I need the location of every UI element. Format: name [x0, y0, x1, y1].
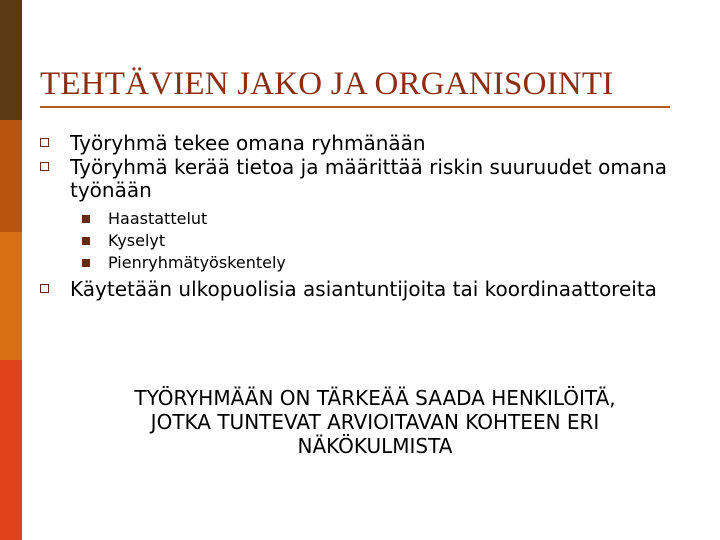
filled-square-bullet-icon — [82, 237, 90, 245]
hollow-square-bullet-icon — [40, 284, 49, 293]
side-bar-segment-4 — [0, 360, 22, 540]
emphasis-note — [60, 386, 690, 458]
sub-bullet-text: Kyselyt — [108, 231, 166, 250]
hollow-square-bullet-icon — [40, 162, 49, 171]
sub-bullet-text: Haastattelut — [108, 209, 208, 228]
sub-bullet-item — [82, 208, 680, 230]
side-bar-segment-3 — [0, 232, 22, 360]
side-bar-segment-1 — [0, 0, 22, 120]
hollow-square-bullet-icon — [40, 138, 49, 147]
filled-square-bullet-icon — [82, 259, 90, 267]
filled-square-bullet-icon — [82, 215, 90, 223]
emphasis-line: JOTKA TUNTEVAT ARVIOITAVAN KOHTEEN ERI — [150, 410, 600, 434]
sub-bullet-text: Pienryhmätyöskentely — [108, 253, 286, 272]
sub-bullet-item — [82, 252, 680, 274]
sub-bullet-item — [82, 230, 680, 252]
slide-title: TEHTÄVIEN JAKO JA ORGANISOINTI — [40, 66, 614, 102]
bullet-item — [40, 156, 680, 274]
bullet-item — [40, 278, 680, 301]
emphasis-line: NÄKÖKULMISTA — [297, 434, 453, 458]
bullet-text: Työryhmä tekee omana ryhmänään — [70, 131, 426, 155]
emphasis-line: TYÖRYHMÄÄN ON TÄRKEÄÄ SAADA HENKILÖITÄ, — [134, 386, 616, 410]
title-underline — [40, 106, 670, 108]
bullet-text: Työryhmä kerää tietoa ja määrittää riskin suuruudet omana työnään — [70, 155, 667, 202]
sub-bullet-list — [70, 208, 680, 274]
bullet-list — [40, 132, 680, 301]
bullet-text: Käytetään ulkopuolisia asiantuntijoita tai koordinaattoreita — [70, 277, 657, 301]
side-bar-segment-2 — [0, 120, 22, 232]
bullet-item — [40, 132, 680, 155]
